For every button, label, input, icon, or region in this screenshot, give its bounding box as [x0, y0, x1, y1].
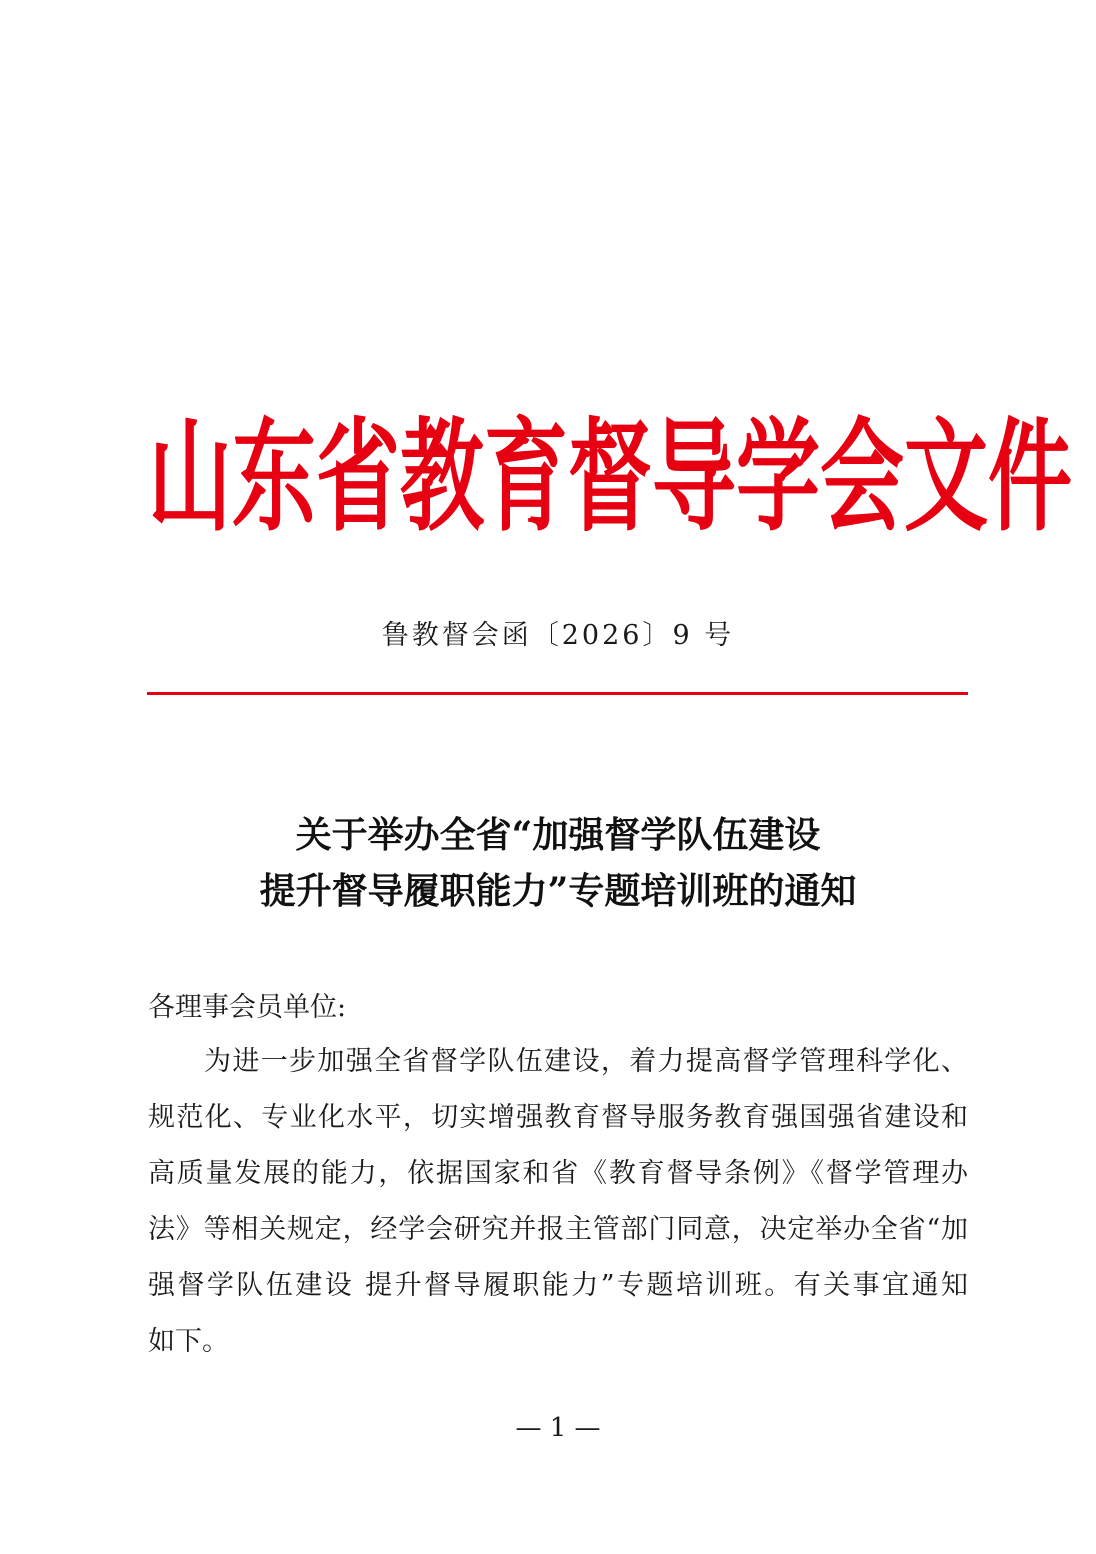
notice-title-line-2: 提升督导履职能力”专题培训班的通知	[259, 870, 857, 912]
masthead-title	[148, 402, 1073, 552]
body-line: 为进一步加强全省督学队伍建设，着力提高督学管理科学化、	[204, 1046, 968, 1077]
page-number: — 1 —	[515, 1413, 601, 1443]
body-line: 如下。	[148, 1326, 229, 1357]
document-number: 鲁教督会函〔2026〕9 号	[381, 620, 735, 651]
masthead-text: 山东省教育督导学会文件	[148, 405, 1073, 549]
body-line: 高质量发展的能力，依据国家和省《教育督导条例》《督学管理办	[148, 1158, 968, 1189]
body-line: 强督学队伍建设 提升督导履职能力”专题培训班。有关事宜通知	[148, 1270, 968, 1301]
notice-title-line-1: 关于举办全省“加强督学队伍建设	[295, 814, 821, 856]
body-line: 法》等相关规定，经学会研究并报主管部门同意，决定举办全省“加	[148, 1214, 968, 1245]
body-line: 规范化、专业化水平，切实增强教育督导服务教育强国强省建设和	[148, 1102, 968, 1133]
salutation: 各理事会员单位:	[148, 992, 347, 1023]
red-separator-line	[147, 692, 968, 695]
